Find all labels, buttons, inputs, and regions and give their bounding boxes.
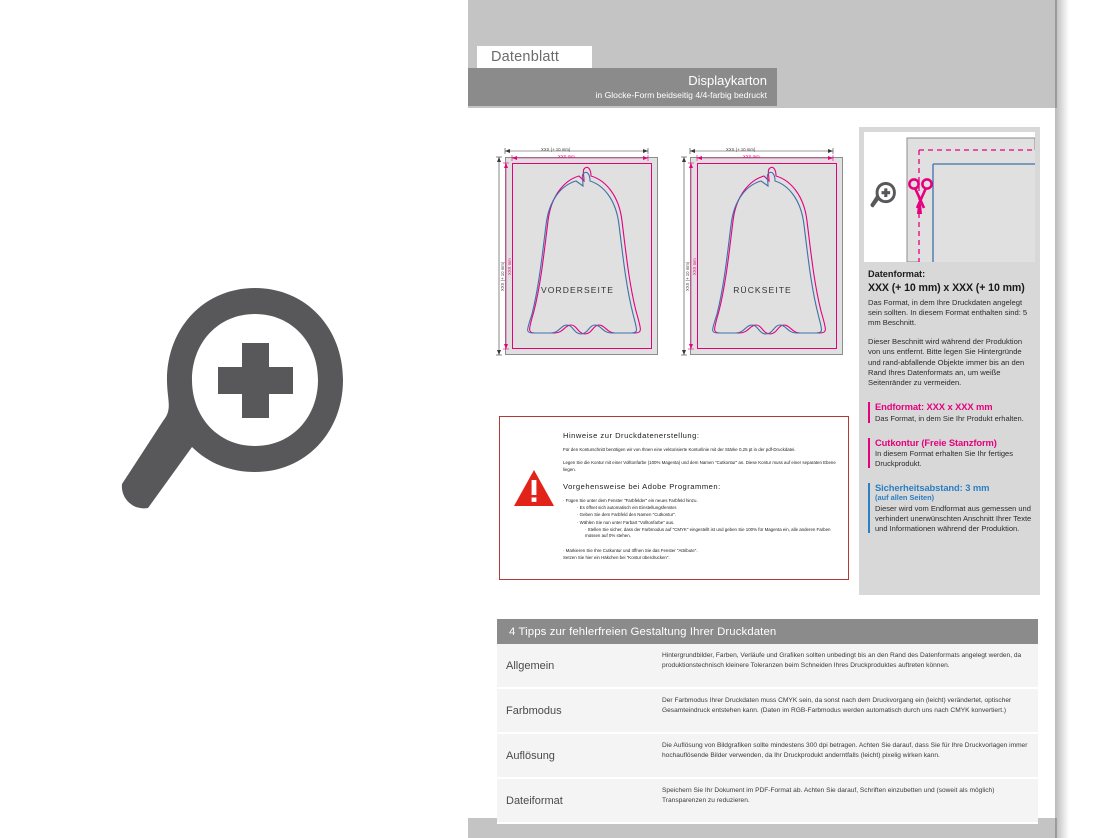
sicherheitsabstand-block xyxy=(868,482,1032,534)
back-dimension-lines xyxy=(680,143,845,365)
tips-heading xyxy=(497,619,1038,644)
table-row xyxy=(497,734,1038,779)
notes-para-1: Für den Konturschnitt benötigen wir von Ihnen eine vektorisierte Konturlinie mit der Stärke 0,25 pt in der pdf-Druckdatei. xyxy=(563,447,796,452)
endformat-accent-bar xyxy=(868,402,870,422)
back-dim-top-outer: XXX (+ 10 mm) xyxy=(726,146,756,152)
tip-value-dateiformat: Speichern Sie Ihr Dokument im PDF-Format ab. Achten Sie darauf, Schriften einzubetten und (soweit als möglich) Transparenzen zu reduzieren. xyxy=(662,787,995,804)
datenformat-paragraph-2: Dieser Beschnitt wird während der Produktion von uns entfernt. Bitte legen Sie Hintergründe und rand-abfallende Objekte immer bis an den Rand Ihres Datenformats an, um weiße Seitenränder zu vermeiden. xyxy=(868,337,1025,387)
magnifier-plus-icon xyxy=(118,288,343,553)
tip-key-dateiformat: Dateiformat xyxy=(506,794,563,807)
tip-value-allgemein: Hintergrundbilder, Farben, Verläufe und Grafiken sollten unbedingt bis an den Rand des Datenformats angelegt werden, da produktionstechnisch kleinere Toleranzen beim Schneiden Ihres Druckproduktes auftreten können. xyxy=(662,652,1022,669)
endformat-text: Das Format, in dem Sie Ihr Produkt erhalten. xyxy=(875,413,1024,423)
front-dim-top-inner: XXX mm xyxy=(558,153,575,159)
datenblatt-tab-label: Datenblatt xyxy=(491,49,560,65)
table-row xyxy=(497,779,1038,824)
corner-detail-thumbnail xyxy=(864,132,1035,262)
format-info-body xyxy=(868,269,1032,534)
datenformat-value: XXX (+ 10 mm) x XXX (+ 10 mm) xyxy=(868,281,1025,294)
cutkontur-title: Cutkontur (Freie Stanzform) xyxy=(875,436,997,448)
endformat-title: Endformat: XXX x XXX mm xyxy=(875,401,993,413)
front-dimension-lines xyxy=(495,143,660,365)
cutkontur-text: In diesem Format erhalten Sie Ihr fertiges Druckprodukt. xyxy=(875,449,1013,468)
notes-final-2: Setzen Sie hier ein Häkchen bei "Kontur überdrucken". xyxy=(563,554,670,560)
notes-body xyxy=(563,431,838,561)
datenblatt-tab[interactable] xyxy=(477,46,592,68)
notes-para-2: Legen Sie die Kontur mit einer Volltonfarbe (100% Magenta) und dem Namen "Cutkontur" an. Diese Kontur muss auf einer separaten Ebene liegen. xyxy=(563,460,836,472)
technical-drawings xyxy=(495,143,845,365)
notes-step-2: · Geben Sie dem Farbfeld den Namen "Cutkontur". xyxy=(577,512,677,518)
format-info-panel xyxy=(859,127,1040,595)
notes-title: Hinweise zur Druckdatenerstellung: xyxy=(563,431,700,440)
tip-key-aufloesung: Auflösung xyxy=(506,749,555,762)
back-side-label: RÜCKSEITE xyxy=(733,285,792,295)
front-dim-top-outer: XXX (+ 10 mm) xyxy=(541,146,571,152)
datenformat-paragraph-1: Das Format, in dem Ihre Druckdaten angelegt sein sollten. In diesem Format enthalten sind: 5 mm Beschnitt. xyxy=(868,297,1028,327)
back-dim-left-inner: XXX mm xyxy=(691,258,697,275)
notes-step-1: · Es öffnet sich automatisch ein Einstellungsfenster. xyxy=(577,505,678,511)
back-dim-top-inner: XXX mm xyxy=(743,153,760,159)
tip-value-farbmodus: Der Farbmodus Ihrer Druckdaten muss CMYK sein, da sonst nach dem Druckvorgang ein (leicht) verändertet, optischer Gesamteindruck entstehen kann. (Daten im RGB-Farbmodus werden automatisch durch uns nach CMYK konvertiert.) xyxy=(662,697,1012,714)
product-title-band xyxy=(468,68,777,106)
tip-value-aufloesung: Die Auflösung von Bildgrafiken sollte mindestens 300 dpi betragen. Achten Sie darauf, dass Sie für Ihre Druckvorlagen immer hochauflösende Bilder verwenden, da Ihr Druckprodukt anderntfalls (leicht) pixelig wirken kann. xyxy=(662,742,1028,759)
magnifier-plus-icon xyxy=(870,182,895,207)
front-dim-left-outer: XXX (+ 10 mm) xyxy=(499,261,505,291)
cutkontur-accent-bar xyxy=(868,438,870,468)
datenformat-label: Datenformat: xyxy=(868,269,926,279)
tip-key-allgemein: Allgemein xyxy=(506,659,555,672)
tips-table xyxy=(497,619,1038,824)
warning-triangle-icon xyxy=(513,469,555,507)
page-shadow xyxy=(1055,0,1069,838)
notes-final-1: · Markieren Sie Ihre Cutkontur und öffnen Sie das Fenster "Attribute". xyxy=(563,547,698,553)
table-row xyxy=(497,689,1038,734)
cutkontur-block xyxy=(868,437,1032,469)
front-dim-left-inner: XXX mm xyxy=(506,258,512,275)
drawing-back xyxy=(680,143,845,365)
notes-step-3: · Wählen Sie nun unter Farbart "Volltonfarbe" aus. xyxy=(577,519,675,525)
print-data-notes-box xyxy=(499,416,849,580)
back-dim-left-outer: XXX (+ 10 mm) xyxy=(684,261,690,291)
notes-step-4: · Stellen Sie sicher, dass der Farbmodus auf "CMYK" eingestellt ist und geben Sie 100% für Magenta ein, alle anderen Farben müssen auf 0% stehen. xyxy=(585,527,831,539)
sicherheitsabstand-subtitle: (auf allen Seiten) xyxy=(875,493,935,503)
sicherheitsabstand-text: Dieser wird vom Endformat aus gemessen und verhindert unerwünschten Anschnitt Ihrer Texte und Informationen während der Produktion. xyxy=(875,503,1032,533)
table-row xyxy=(497,644,1038,689)
sicherheitsabstand-title: Sicherheitsabstand: 3 mm xyxy=(875,481,990,493)
notes-step-0: · Fügen Sie unter dem Fenster "Farbfelder" ein neues Farbfeld hinzu. xyxy=(563,497,698,503)
tip-key-farbmodus: Farbmodus xyxy=(506,704,562,717)
front-side-label: VORDERSEITE xyxy=(540,285,615,295)
sicherheitsabstand-accent-bar xyxy=(868,483,870,533)
product-title: Displaykarton xyxy=(688,73,767,88)
drawing-front xyxy=(495,143,660,365)
tips-heading-label: 4 Tipps zur fehlerfreien Gestaltung Ihrer Druckdaten xyxy=(509,625,777,638)
endformat-block xyxy=(868,401,1032,423)
left-preview-pane xyxy=(0,0,468,838)
notes-subtitle: Vorgehensweise bei Adobe Programmen: xyxy=(563,481,721,491)
product-subtitle: in Glocke-Form beidseitig 4/4-farbig bedruckt xyxy=(595,90,767,100)
